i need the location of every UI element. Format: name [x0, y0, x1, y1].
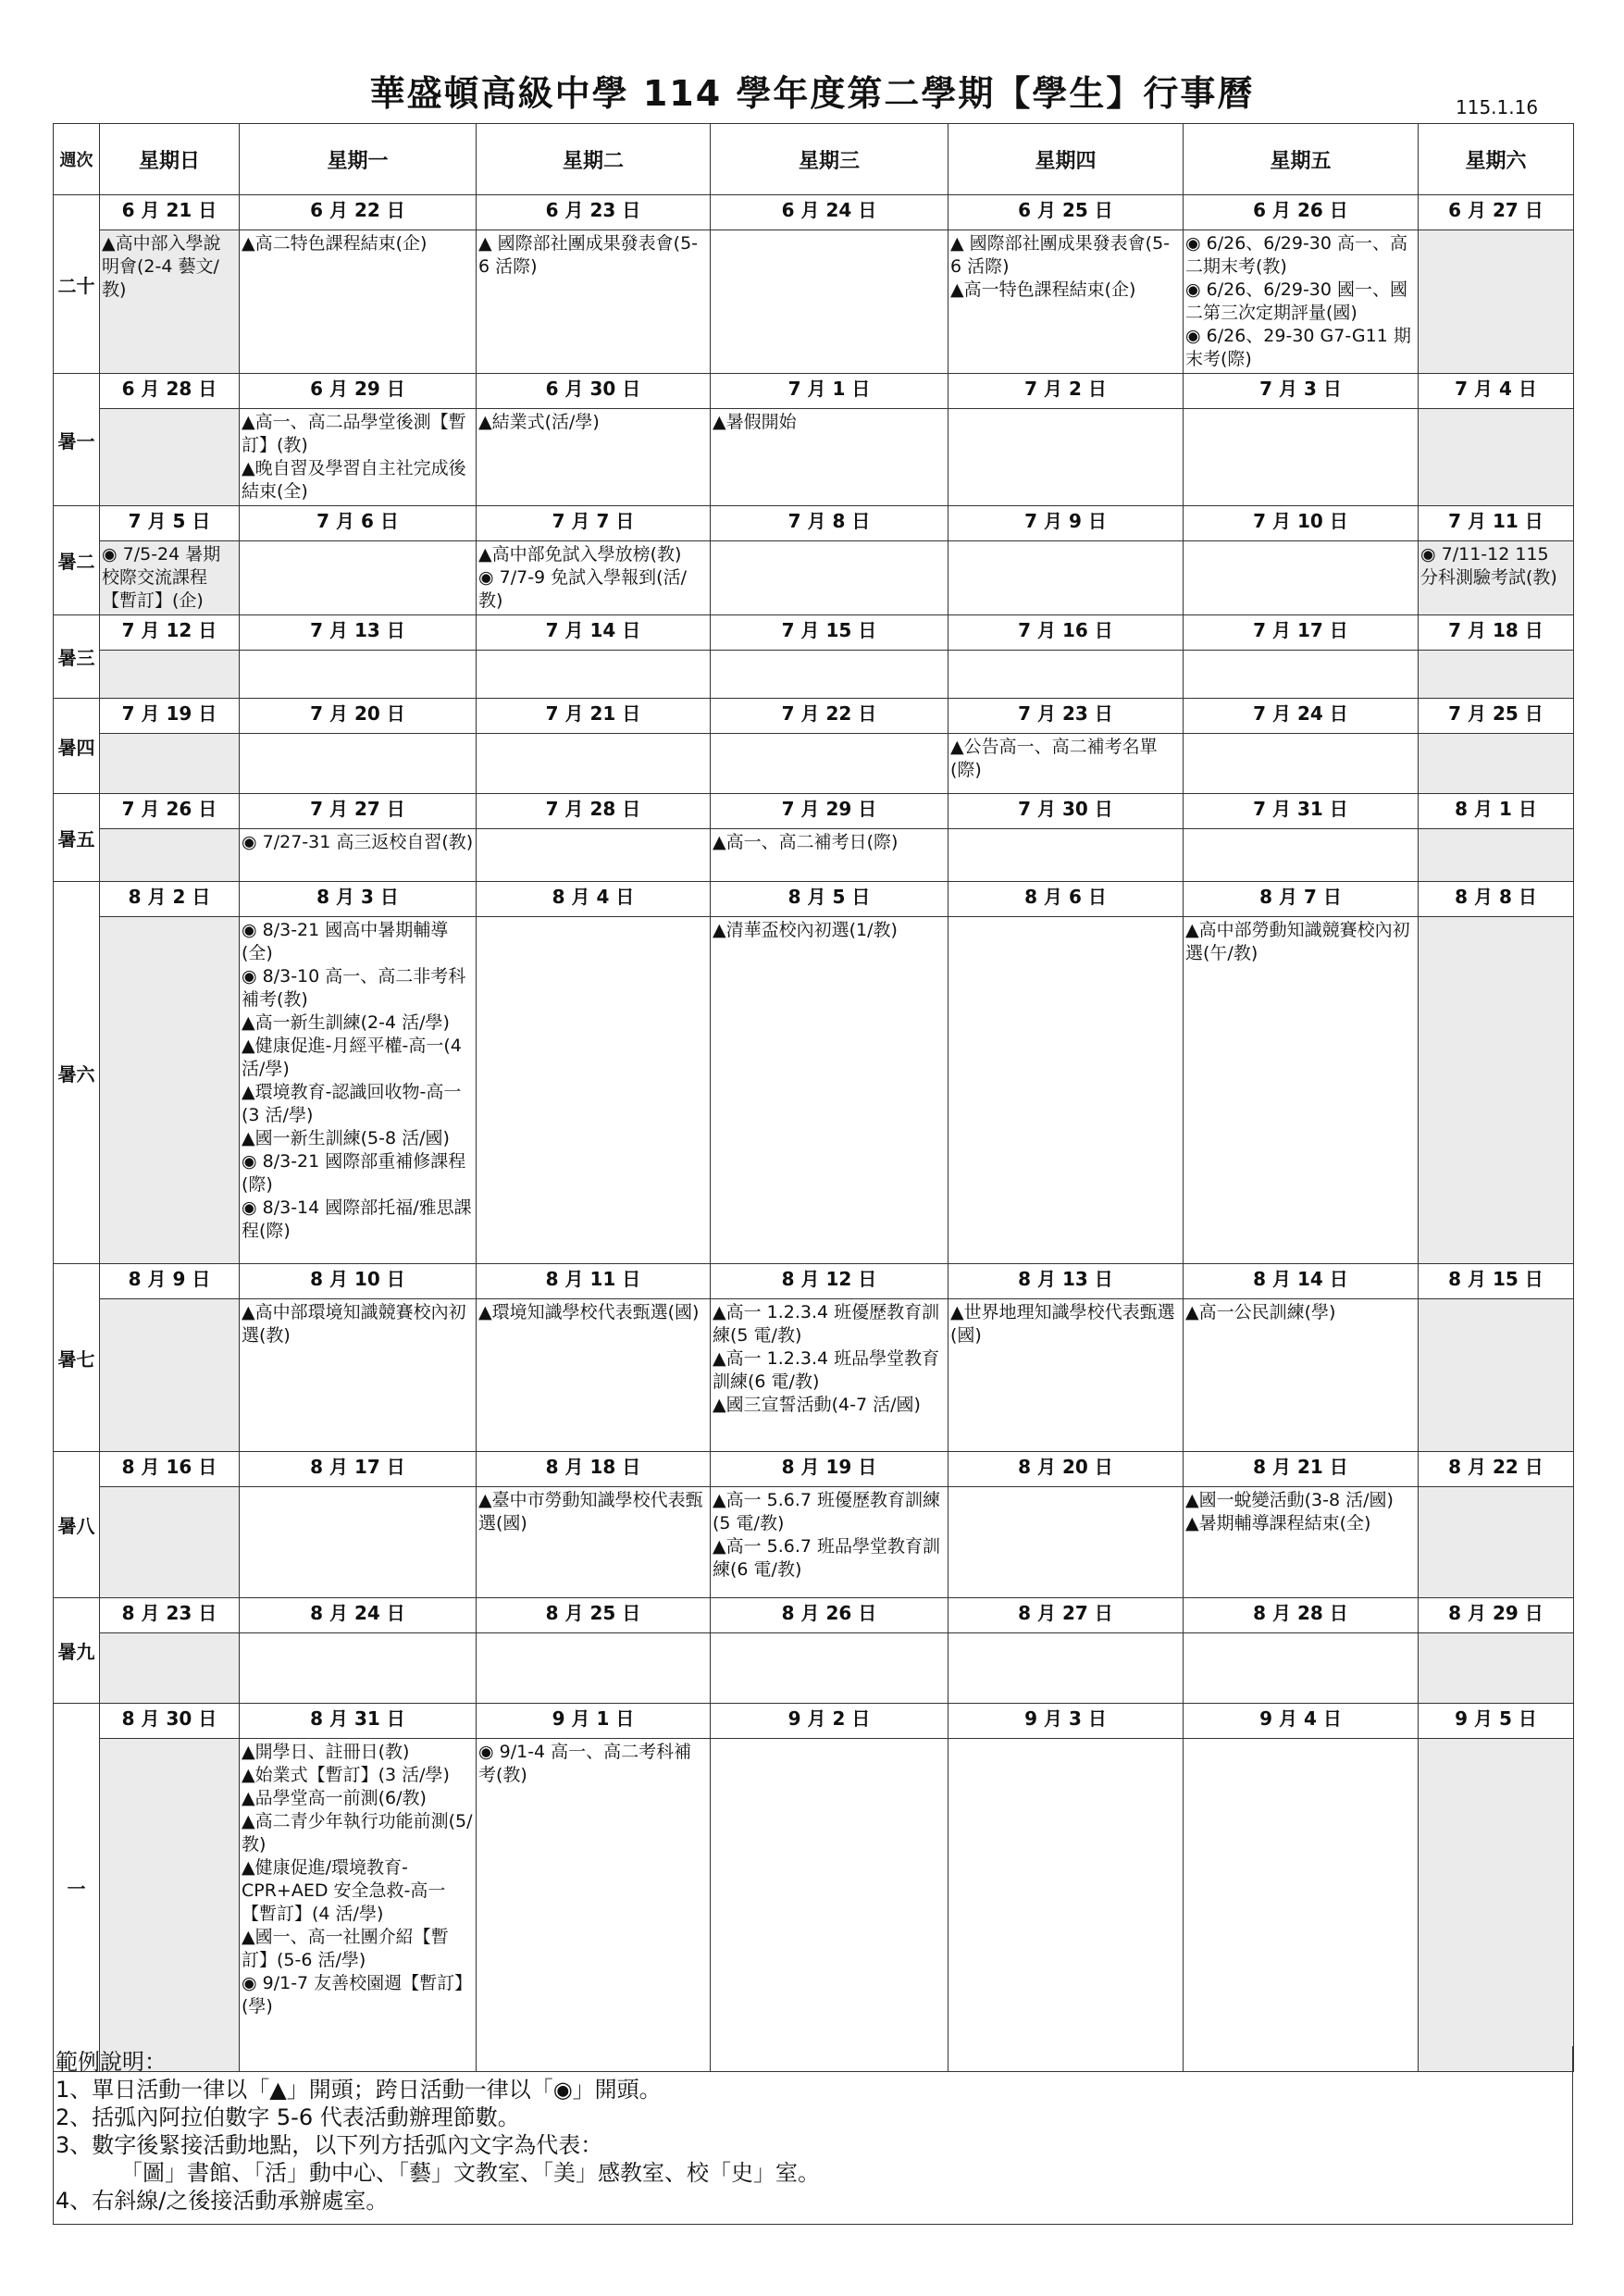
events-cell [1419, 917, 1574, 1264]
events-cell [477, 1633, 711, 1704]
date-cell: 7 月 13 日 [240, 615, 477, 651]
date-cell: 7 月 1 日 [711, 374, 948, 409]
event-item: ▲公告高一、高二補考名單(際) [950, 737, 1158, 780]
event-item: ◉ 7/11-12 115 分科測驗考試(教) [1420, 544, 1557, 588]
date-cell: 8 月 27 日 [948, 1598, 1184, 1633]
event-item: ▲高一 1.2.3.4 班優歷教育訓練(5 電/教) [713, 1302, 940, 1346]
date-cell: 8 月 15 日 [1419, 1264, 1574, 1299]
events-cell [711, 1633, 948, 1704]
events-cell [477, 734, 711, 794]
week-label: 暑五 [54, 794, 100, 882]
event-item: ▲高二特色課程結束(企) [242, 233, 428, 254]
events-cell [100, 1633, 240, 1704]
events-cell [948, 1487, 1184, 1598]
date-cell: 8 月 17 日 [240, 1452, 477, 1487]
events-cell [477, 541, 711, 615]
date-cell: 8 月 19 日 [711, 1452, 948, 1487]
date-row [54, 1264, 1574, 1299]
events-cell [711, 734, 948, 794]
events-cell [711, 917, 948, 1264]
events-cell [711, 651, 948, 699]
date-row [54, 794, 1574, 829]
date-cell: 9 月 5 日 [1419, 1704, 1574, 1739]
calendar-body [54, 195, 1574, 2072]
week-label: 暑三 [54, 615, 100, 699]
date-cell: 7 月 19 日 [100, 699, 240, 734]
events-cell [477, 1487, 711, 1598]
event-item: ▲高中部勞動知識競賽校內初選(午/教) [1185, 920, 1410, 963]
date-cell: 7 月 15 日 [711, 615, 948, 651]
events-cell [948, 1633, 1184, 1704]
header-wednesday: 星期三 [711, 124, 948, 195]
event-item: ▲環境知識學校代表甄選(國) [478, 1302, 700, 1322]
date-cell: 6 月 24 日 [711, 195, 948, 230]
date-cell: 7 月 22 日 [711, 699, 948, 734]
date-row [54, 374, 1574, 409]
events-cell [1184, 829, 1419, 882]
week-label: 二十 [54, 195, 100, 374]
events-cell [477, 651, 711, 699]
event-item: ▲高一特色課程結束(企) [950, 279, 1136, 300]
date-cell: 6 月 29 日 [240, 374, 477, 409]
event-item: ▲清華盃校內初選(1/教) [713, 920, 898, 940]
date-cell: 8 月 10 日 [240, 1264, 477, 1299]
event-item: ▲高一新生訓練(2-4 活/學) [242, 1012, 450, 1033]
date-cell: 8 月 11 日 [477, 1264, 711, 1299]
event-item: ▲ 國際部社團成果發表會(5-6 活際) [950, 233, 1171, 277]
date-cell: 8 月 2 日 [100, 882, 240, 917]
events-cell [1419, 409, 1574, 506]
event-item: ◉ 8/3-21 國高中暑期輔導(全) [242, 920, 449, 963]
date-row [54, 1452, 1574, 1487]
events-cell [100, 829, 240, 882]
events-row [54, 917, 1574, 1264]
events-cell [240, 541, 477, 615]
week-label: 暑四 [54, 699, 100, 794]
event-item: ▲國三宣誓活動(4-7 活/國) [713, 1395, 921, 1415]
date-row [54, 506, 1574, 541]
event-item: ▲ 國際部社團成果發表會(5-6 活際) [478, 233, 699, 277]
events-row [54, 1299, 1574, 1452]
events-row [54, 409, 1574, 506]
date-cell: 8 月 16 日 [100, 1452, 240, 1487]
date-cell: 7 月 12 日 [100, 615, 240, 651]
event-item: ◉ 8/3-10 高一、高二非考科補考(教) [242, 966, 466, 1010]
events-cell [1184, 1633, 1419, 1704]
date-cell: 7 月 5 日 [100, 506, 240, 541]
events-cell [477, 409, 711, 506]
event-item: ▲高一 1.2.3.4 班品學堂教育訓練(6 電/教) [713, 1348, 940, 1392]
event-item: ▲臺中市勞動知識學校代表甄選(國) [478, 1490, 703, 1533]
date-cell: 8 月 1 日 [1419, 794, 1574, 829]
events-cell [711, 1487, 948, 1598]
event-item: ◉ 9/1-7 友善校園週【暫訂】(學) [242, 1973, 473, 2017]
events-cell [948, 1299, 1184, 1452]
events-row [54, 1487, 1574, 1598]
date-cell: 7 月 29 日 [711, 794, 948, 829]
events-cell [477, 1299, 711, 1452]
events-cell [100, 541, 240, 615]
events-cell [1184, 917, 1419, 1264]
events-cell [948, 1739, 1184, 2072]
date-row [54, 1598, 1574, 1633]
event-item: ◉ 9/1-4 高一、高二考科補考(教) [478, 1742, 692, 1785]
events-row [54, 651, 1574, 699]
date-cell: 7 月 14 日 [477, 615, 711, 651]
date-cell: 8 月 8 日 [1419, 882, 1574, 917]
events-cell [711, 829, 948, 882]
events-cell [948, 230, 1184, 374]
event-item: ▲高一 5.6.7 班優歷教育訓練(5 電/教) [713, 1490, 941, 1533]
date-cell: 7 月 18 日 [1419, 615, 1574, 651]
week-label: 暑九 [54, 1598, 100, 1704]
events-cell [477, 917, 711, 1264]
date-cell: 6 月 23 日 [477, 195, 711, 230]
date-cell: 6 月 22 日 [240, 195, 477, 230]
events-cell [1184, 230, 1419, 374]
weekday-header-row [54, 124, 1574, 195]
events-cell [100, 1739, 240, 2072]
events-cell [1184, 1739, 1419, 2072]
date-cell: 8 月 30 日 [100, 1704, 240, 1739]
events-cell [1184, 651, 1419, 699]
event-item: ▲環境教育-認識回收物-高一(3 活/學) [242, 1082, 462, 1125]
event-item: ▲結業式(活/學) [478, 412, 600, 432]
events-cell [948, 917, 1184, 1264]
events-cell [1419, 1487, 1574, 1598]
date-cell: 7 月 24 日 [1184, 699, 1419, 734]
event-item: ▲高一 5.6.7 班品學堂教育訓練(6 電/教) [713, 1536, 941, 1580]
date-cell: 8 月 13 日 [948, 1264, 1184, 1299]
week-label: 暑六 [54, 882, 100, 1264]
event-item: ▲高中部免試入學放榜(教) [478, 544, 682, 565]
events-cell [1184, 541, 1419, 615]
events-cell [1419, 651, 1574, 699]
events-cell [477, 1739, 711, 2072]
event-item: ▲高二青少年執行功能前測(5/教) [242, 1811, 473, 1855]
date-cell: 8 月 18 日 [477, 1452, 711, 1487]
event-item: ◉ 6/26、29-30 G7-G11 期末考(際) [1185, 326, 1411, 369]
date-cell: 7 月 17 日 [1184, 615, 1419, 651]
event-item: ▲高一、高二補考日(際) [713, 832, 899, 852]
events-cell [711, 541, 948, 615]
events-cell [240, 1739, 477, 2072]
event-item: ▲開學日、註冊日(教) [242, 1742, 410, 1762]
date-cell: 9 月 3 日 [948, 1704, 1184, 1739]
date-cell: 7 月 16 日 [948, 615, 1184, 651]
legend-line: 「圖」書館、「活」動中心、「藝」文教室、「美」感教室、校「史」室。 [120, 2160, 820, 2186]
events-cell [100, 1299, 240, 1452]
events-cell [948, 734, 1184, 794]
events-cell [240, 1299, 477, 1452]
date-cell: 7 月 2 日 [948, 374, 1184, 409]
event-item: ▲健康促進/環境教育-CPR+AED 安全急救-高一【暫訂】(4 活/學) [242, 1857, 446, 1924]
legend-line: 範例說明： [56, 2049, 167, 2075]
events-cell [240, 1487, 477, 1598]
date-cell: 6 月 28 日 [100, 374, 240, 409]
week-label: 暑二 [54, 506, 100, 615]
legend-line: 4、右斜線/之後接活動承辦處室。 [56, 2188, 389, 2214]
date-cell: 7 月 10 日 [1184, 506, 1419, 541]
header-saturday: 星期六 [1419, 124, 1574, 195]
date-cell: 7 月 8 日 [711, 506, 948, 541]
date-cell: 8 月 12 日 [711, 1264, 948, 1299]
events-cell [240, 230, 477, 374]
date-cell: 6 月 30 日 [477, 374, 711, 409]
date-cell: 7 月 21 日 [477, 699, 711, 734]
events-cell [240, 409, 477, 506]
date-cell: 9 月 4 日 [1184, 1704, 1419, 1739]
date-cell: 7 月 20 日 [240, 699, 477, 734]
date-cell: 7 月 4 日 [1419, 374, 1574, 409]
events-cell [1419, 1299, 1574, 1452]
events-cell [240, 829, 477, 882]
events-row [54, 541, 1574, 615]
date-cell: 7 月 7 日 [477, 506, 711, 541]
legend-box [53, 2046, 1573, 2225]
event-item: ▲暑期輔導課程結束(全) [1185, 1513, 1371, 1533]
events-cell [1184, 734, 1419, 794]
events-cell [1419, 541, 1574, 615]
event-item: ◉ 7/7-9 免試入學報到(活/教) [478, 567, 687, 611]
event-item: ▲高中部環境知識競賽校內初選(教) [242, 1302, 466, 1346]
date-cell: 8 月 3 日 [240, 882, 477, 917]
event-item: ◉ 6/26、6/29-30 高一、高二期末考(教) [1185, 233, 1408, 277]
date-cell: 7 月 23 日 [948, 699, 1184, 734]
header-monday: 星期一 [240, 124, 477, 195]
events-cell [240, 651, 477, 699]
event-item: ◉ 7/27-31 高三返校自習(教) [242, 832, 474, 852]
events-cell [100, 651, 240, 699]
header-week: 週次 [54, 124, 100, 195]
event-item: ◉ 8/3-21 國際部重補修課程(際) [242, 1151, 466, 1195]
school-calendar-table [53, 123, 1574, 2072]
events-cell [240, 917, 477, 1264]
header-sunday: 星期日 [100, 124, 240, 195]
header-tuesday: 星期二 [477, 124, 711, 195]
header-thursday: 星期四 [948, 124, 1184, 195]
week-label: 暑七 [54, 1264, 100, 1452]
date-cell: 7 月 25 日 [1419, 699, 1574, 734]
event-item: ▲始業式【暫訂】(3 活/學) [242, 1765, 450, 1785]
events-cell [1184, 1487, 1419, 1598]
date-cell: 8 月 23 日 [100, 1598, 240, 1633]
events-cell [100, 1487, 240, 1598]
date-cell: 6 月 26 日 [1184, 195, 1419, 230]
page-title: 華盛頓高級中學 114 學年度第二學期【學生】行事曆 [369, 73, 1255, 114]
week-label: 暑一 [54, 374, 100, 506]
event-item: ◉ 8/3-14 國際部托福/雅思課程(際) [242, 1198, 472, 1241]
events-cell [100, 734, 240, 794]
event-item: ▲國一、高一社團介紹【暫訂】(5-6 活/學) [242, 1927, 449, 1970]
legend-line: 1、單日活動一律以「▲」開頭；跨日活動一律以「◉」開頭。 [56, 2077, 662, 2103]
legend-line: 2、括弧內阿拉伯數字 5-6 代表活動辦理節數。 [56, 2104, 520, 2130]
date-cell: 8 月 28 日 [1184, 1598, 1419, 1633]
event-item: ▲健康促進-月經平權-高一(4 活/學) [242, 1036, 462, 1079]
date-cell: 7 月 27 日 [240, 794, 477, 829]
event-item: ◉ 6/26、6/29-30 國一、國二第三次定期評量(國) [1185, 279, 1408, 323]
events-cell [100, 230, 240, 374]
event-item: ▲高中部入學說明會(2-4 藝文/教) [102, 233, 221, 300]
events-row [54, 734, 1574, 794]
events-row [54, 230, 1574, 374]
date-cell: 8 月 31 日 [240, 1704, 477, 1739]
events-cell [1419, 230, 1574, 374]
date-cell: 8 月 4 日 [477, 882, 711, 917]
date-cell: 6 月 25 日 [948, 195, 1184, 230]
event-item: ▲高一公民訓練(學) [1185, 1302, 1336, 1322]
events-cell [1419, 1633, 1574, 1704]
revision-date: 115.1.16 [1456, 96, 1539, 118]
events-row [54, 829, 1574, 882]
date-row [54, 615, 1574, 651]
date-row [54, 195, 1574, 230]
date-cell: 7 月 9 日 [948, 506, 1184, 541]
week-label: 暑八 [54, 1452, 100, 1598]
events-cell [240, 1633, 477, 1704]
date-row [54, 699, 1574, 734]
events-cell [948, 541, 1184, 615]
date-cell: 8 月 21 日 [1184, 1452, 1419, 1487]
date-cell: 6 月 27 日 [1419, 195, 1574, 230]
date-cell: 8 月 25 日 [477, 1598, 711, 1633]
date-cell: 8 月 20 日 [948, 1452, 1184, 1487]
events-cell [1419, 734, 1574, 794]
date-cell: 7 月 26 日 [100, 794, 240, 829]
event-item: ▲高一、高二品學堂後測【暫訂】(教) [242, 412, 466, 455]
date-cell: 8 月 29 日 [1419, 1598, 1574, 1633]
events-cell [711, 409, 948, 506]
events-cell [1184, 1299, 1419, 1452]
events-cell [477, 829, 711, 882]
events-cell [1184, 409, 1419, 506]
date-cell: 9 月 2 日 [711, 1704, 948, 1739]
events-row [54, 1739, 1574, 2072]
event-item: ▲晚自習及學習自主社完成後結束(全) [242, 458, 466, 502]
event-item: ◉ 7/5-24 暑期校際交流課程【暫訂】(企) [102, 544, 221, 611]
event-item: ▲國一蛻變活動(3-8 活/國) [1185, 1490, 1394, 1510]
date-cell: 8 月 24 日 [240, 1598, 477, 1633]
date-cell: 8 月 14 日 [1184, 1264, 1419, 1299]
event-item: ▲品學堂高一前測(6/教) [242, 1788, 427, 1808]
event-item: ▲暑假開始 [713, 412, 797, 432]
date-row [54, 882, 1574, 917]
events-cell [711, 1299, 948, 1452]
events-cell [477, 230, 711, 374]
date-cell: 7 月 28 日 [477, 794, 711, 829]
event-item: ▲國一新生訓練(5-8 活/國) [242, 1128, 450, 1148]
events-cell [948, 409, 1184, 506]
date-cell: 8 月 9 日 [100, 1264, 240, 1299]
events-cell [1419, 829, 1574, 882]
date-cell: 7 月 11 日 [1419, 506, 1574, 541]
date-cell: 7 月 3 日 [1184, 374, 1419, 409]
events-cell [1419, 1739, 1574, 2072]
date-cell: 8 月 7 日 [1184, 882, 1419, 917]
date-cell: 7 月 30 日 [948, 794, 1184, 829]
events-cell [100, 409, 240, 506]
date-row [54, 1704, 1574, 1739]
date-cell: 8 月 5 日 [711, 882, 948, 917]
events-cell [100, 917, 240, 1264]
events-cell [711, 1739, 948, 2072]
date-cell: 8 月 22 日 [1419, 1452, 1574, 1487]
date-cell: 8 月 6 日 [948, 882, 1184, 917]
events-row [54, 1633, 1574, 1704]
date-cell: 8 月 26 日 [711, 1598, 948, 1633]
event-item: ▲世界地理知識學校代表甄選(國) [950, 1302, 1175, 1346]
events-cell [711, 230, 948, 374]
events-cell [240, 734, 477, 794]
events-cell [948, 829, 1184, 882]
events-cell [948, 651, 1184, 699]
week-label: 一 [54, 1704, 100, 2072]
header-friday: 星期五 [1184, 124, 1419, 195]
date-cell: 6 月 21 日 [100, 195, 240, 230]
date-cell: 9 月 1 日 [477, 1704, 711, 1739]
date-cell: 7 月 31 日 [1184, 794, 1419, 829]
date-cell: 7 月 6 日 [240, 506, 477, 541]
legend-line: 3、數字後緊接活動地點，以下列方括弧內文字為代表： [56, 2132, 603, 2158]
